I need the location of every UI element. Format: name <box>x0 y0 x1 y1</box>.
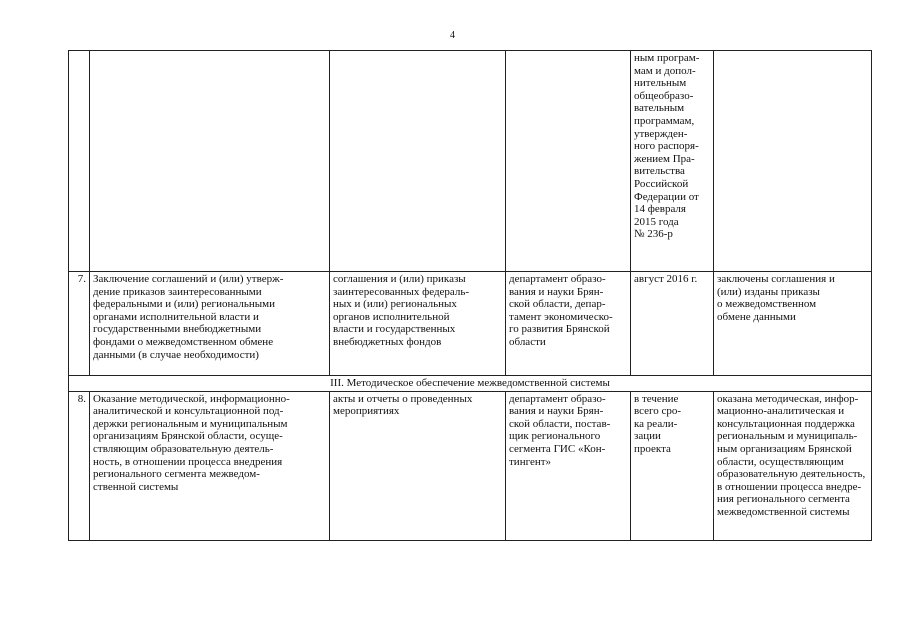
row-number-cell: 8. <box>69 391 90 540</box>
table-row <box>69 391 872 540</box>
table-row <box>69 272 872 376</box>
result-cell <box>714 51 872 272</box>
document-cell: соглашения и (или) приказы заинтересованных федераль- ных и (или) региональных органов исполнительной власти и государственных внебюджетных фондов <box>330 272 506 376</box>
action-cell: Оказание методической, информационно- аналитической и консультационной под- держки региональным и муниципальным организациям Брянской области, осуще- ствляющим образовательную деятель- ность, в отношении процесса внедрения регионального сегмента межведом- ственной системы <box>90 391 330 540</box>
term-cell: август 2016 г. <box>631 272 714 376</box>
term-cell: ным програм- мам и допол- нительным общеобразо- вательным программам, утвержден- ного распоря- жением Пра- вительства Российской Федерации от 14 февраля 2015 года № 236-р <box>631 51 714 272</box>
result-cell: оказана методическая, инфор- мационно-аналитическая и консультационная поддержка региональным и муниципаль- ным организациям Брянской области, осуществляющим образовательную деятельность, в отношении процесса внедре- ния регионального сегмента межведомственной системы <box>714 391 872 540</box>
table-row <box>69 51 872 272</box>
row-number-cell <box>69 51 90 272</box>
result-cell: заключены соглашения и (или) изданы приказы о межведомственном обмене данными <box>714 272 872 376</box>
page-number: 4 <box>450 30 455 41</box>
responsible-cell: департамент образо- вания и науки Брян- ской области, депар- тамент экономическо- го развития Брянской области <box>506 272 631 376</box>
measures-table <box>68 50 872 541</box>
action-cell: Заключение соглашений и (или) утверж- дение приказов заинтересованными федеральными и (или) региональными органами исполнительной власти и государственными внебюджетными фондами о межведомственном обмене данными (в случае необходимости) <box>90 272 330 376</box>
section-heading-row <box>69 376 872 392</box>
document-cell: акты и отчеты о проведенных мероприятиях <box>330 391 506 540</box>
row-number-cell: 7. <box>69 272 90 376</box>
responsible-cell: департамент образо- вания и науки Брян- ской области, постав- щик регионального сегмента ГИС «Кон- тингент» <box>506 391 631 540</box>
action-cell <box>90 51 330 272</box>
responsible-cell <box>506 51 631 272</box>
term-cell: в течение всего сро- ка реали- зации проекта <box>631 391 714 540</box>
document-cell <box>330 51 506 272</box>
section-heading: III. Методическое обеспечение межведомственной системы <box>69 376 872 392</box>
